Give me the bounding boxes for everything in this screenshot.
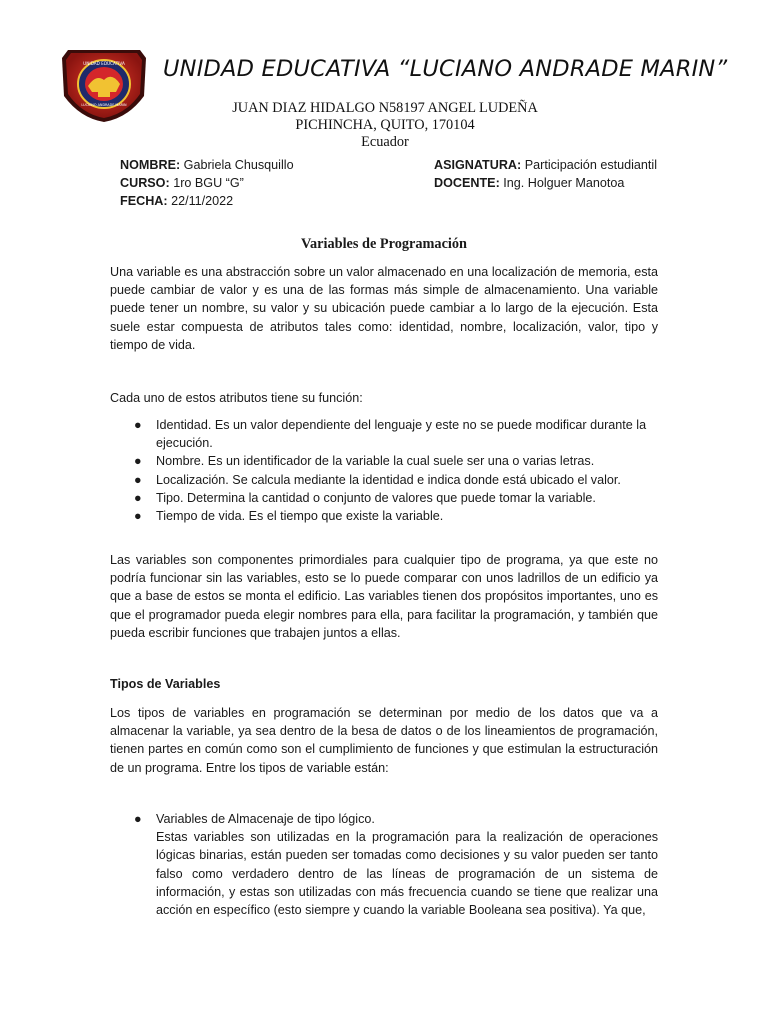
school-crest-logo-icon: [58, 44, 150, 124]
tipos-heading: Tipos de Variables: [110, 677, 221, 691]
fecha-row: [120, 192, 294, 210]
attribute-identidad: Identidad. Es un valor dependiente del lenguaje y este no se puede modificar durante la ejecución.: [156, 418, 647, 451]
course-info: [434, 156, 657, 192]
asignatura-value: Participación estudiantil: [524, 158, 658, 172]
list-item: [110, 489, 658, 507]
bullet-icon: ●: [134, 509, 142, 524]
docente-value: Ing. Holguer Manotoa: [503, 176, 625, 190]
docente-row: [434, 174, 657, 192]
bullet-icon: ●: [134, 472, 142, 487]
attribute-tipo: Tipo. Determina la cantidad o conjunto de valores que puede tomar la variable.: [156, 490, 596, 505]
curso-label: CURSO:: [120, 176, 170, 190]
asignatura-label: ASIGNATURA:: [434, 158, 522, 172]
fecha-value: 22/11/2022: [171, 194, 234, 208]
nombre-value: Gabriela Chusquillo: [183, 158, 294, 172]
nombre-row: [120, 156, 294, 174]
logo-text-top: UNIDAD EDUCATIVA: [83, 61, 125, 66]
logo-text-bottom: LUCIANO ANDRADE MARIN: [81, 103, 127, 107]
fecha-label: FECHA:: [120, 194, 168, 208]
address-line-3: Ecuador: [361, 133, 409, 150]
curso-row: [120, 174, 294, 192]
list-item: [110, 471, 658, 489]
tipo-logico-title: Variables de Almacenaje de tipo lógico.: [156, 812, 375, 826]
attributes-intro: Cada uno de estos atributos tiene su función:: [110, 391, 363, 405]
tipo-logico-text: Estas variables son utilizadas en la programación para la realización de operaciones lógicas binarias, están pueden ser tomadas como decisiones y su valor pueden ser tanto falso como verdadero dentro de las líneas de programación de un sistema de información, y estas son utilizadas con más frecuencia cuando se tiene que realizar una acción en específico (esto siempre y cuando la variable Booleana sea positiva). Ya que,: [156, 830, 658, 918]
list-item: [110, 507, 658, 525]
tipos-paragraph: Los tipos de variables en programación se determinan por medio de los datos que va a almacenar la variable, ya sea dentro de la besa de datos o de los lineamientos de programación, tienen partes en común como son el cumplimiento de funciones y que estimulan la estructuración de un programa. Entre los tipos de variable están:: [110, 706, 658, 775]
docente-label: DOCENTE:: [434, 176, 500, 190]
types-list: [110, 810, 658, 919]
bullet-icon: ●: [134, 812, 142, 826]
purpose-paragraph: Las variables son componentes primordiales para cualquier tipo de programa, ya que este no podría funcionar sin las variables, esto se lo puede comparar con unos ladrillos de un edificio ya que a base de estos se monta el edificio. Las variables tienen dos propósitos importantes, uno es que el programador pueda elegir nombres para ella, para facilitar la programación, y también que pueda escribir funciones que trabajen juntos a ellas.: [110, 553, 658, 640]
address-line-2: PICHINCHA, QUITO, 170104: [295, 116, 475, 133]
list-item: [110, 416, 658, 452]
school-address: [180, 100, 590, 150]
address-line-1: JUAN DIAZ HIDALGO N58197 ANGEL LUDEÑA: [232, 100, 538, 116]
intro-paragraph: Una variable es una abstracción sobre un valor almacenado en una localización de memoria, esta puede cambiar de valor y es una de las formas más simple de almacenamiento. Una variable puede tener un nombre, su valor y su ubicación puede cambiar a lo largo de la ejecución. Esta suele estar compuesta de atributos tales como: identidad, nombre, localización, valor, tipo y tiempo de vida.: [110, 265, 658, 352]
attribute-tiempo-de-vida: Tiempo de vida. Es el tiempo que existe la variable.: [156, 509, 444, 524]
list-item: [110, 452, 658, 470]
student-info: [120, 156, 294, 210]
attributes-list: [110, 416, 658, 525]
bullet-icon: ●: [134, 454, 142, 469]
bullet-icon: ●: [134, 490, 142, 505]
nombre-label: NOMBRE:: [120, 158, 181, 172]
bullet-icon: ●: [134, 418, 142, 432]
list-item: [110, 810, 658, 919]
asignatura-row: [434, 156, 657, 174]
attribute-nombre: Nombre. Es un identificador de la variable la cual suele ser una o varias letras.: [156, 454, 595, 469]
attribute-localizacion: Localización. Se calcula mediante la identidad e indica donde está ubicado el valor.: [156, 472, 621, 487]
curso-value: 1ro BGU “G”: [173, 176, 244, 190]
document-title: Variables de Programación: [301, 236, 467, 252]
school-name: UNIDAD EDUCATIVA “LUCIANO ANDRADE MARIN”: [163, 56, 728, 82]
